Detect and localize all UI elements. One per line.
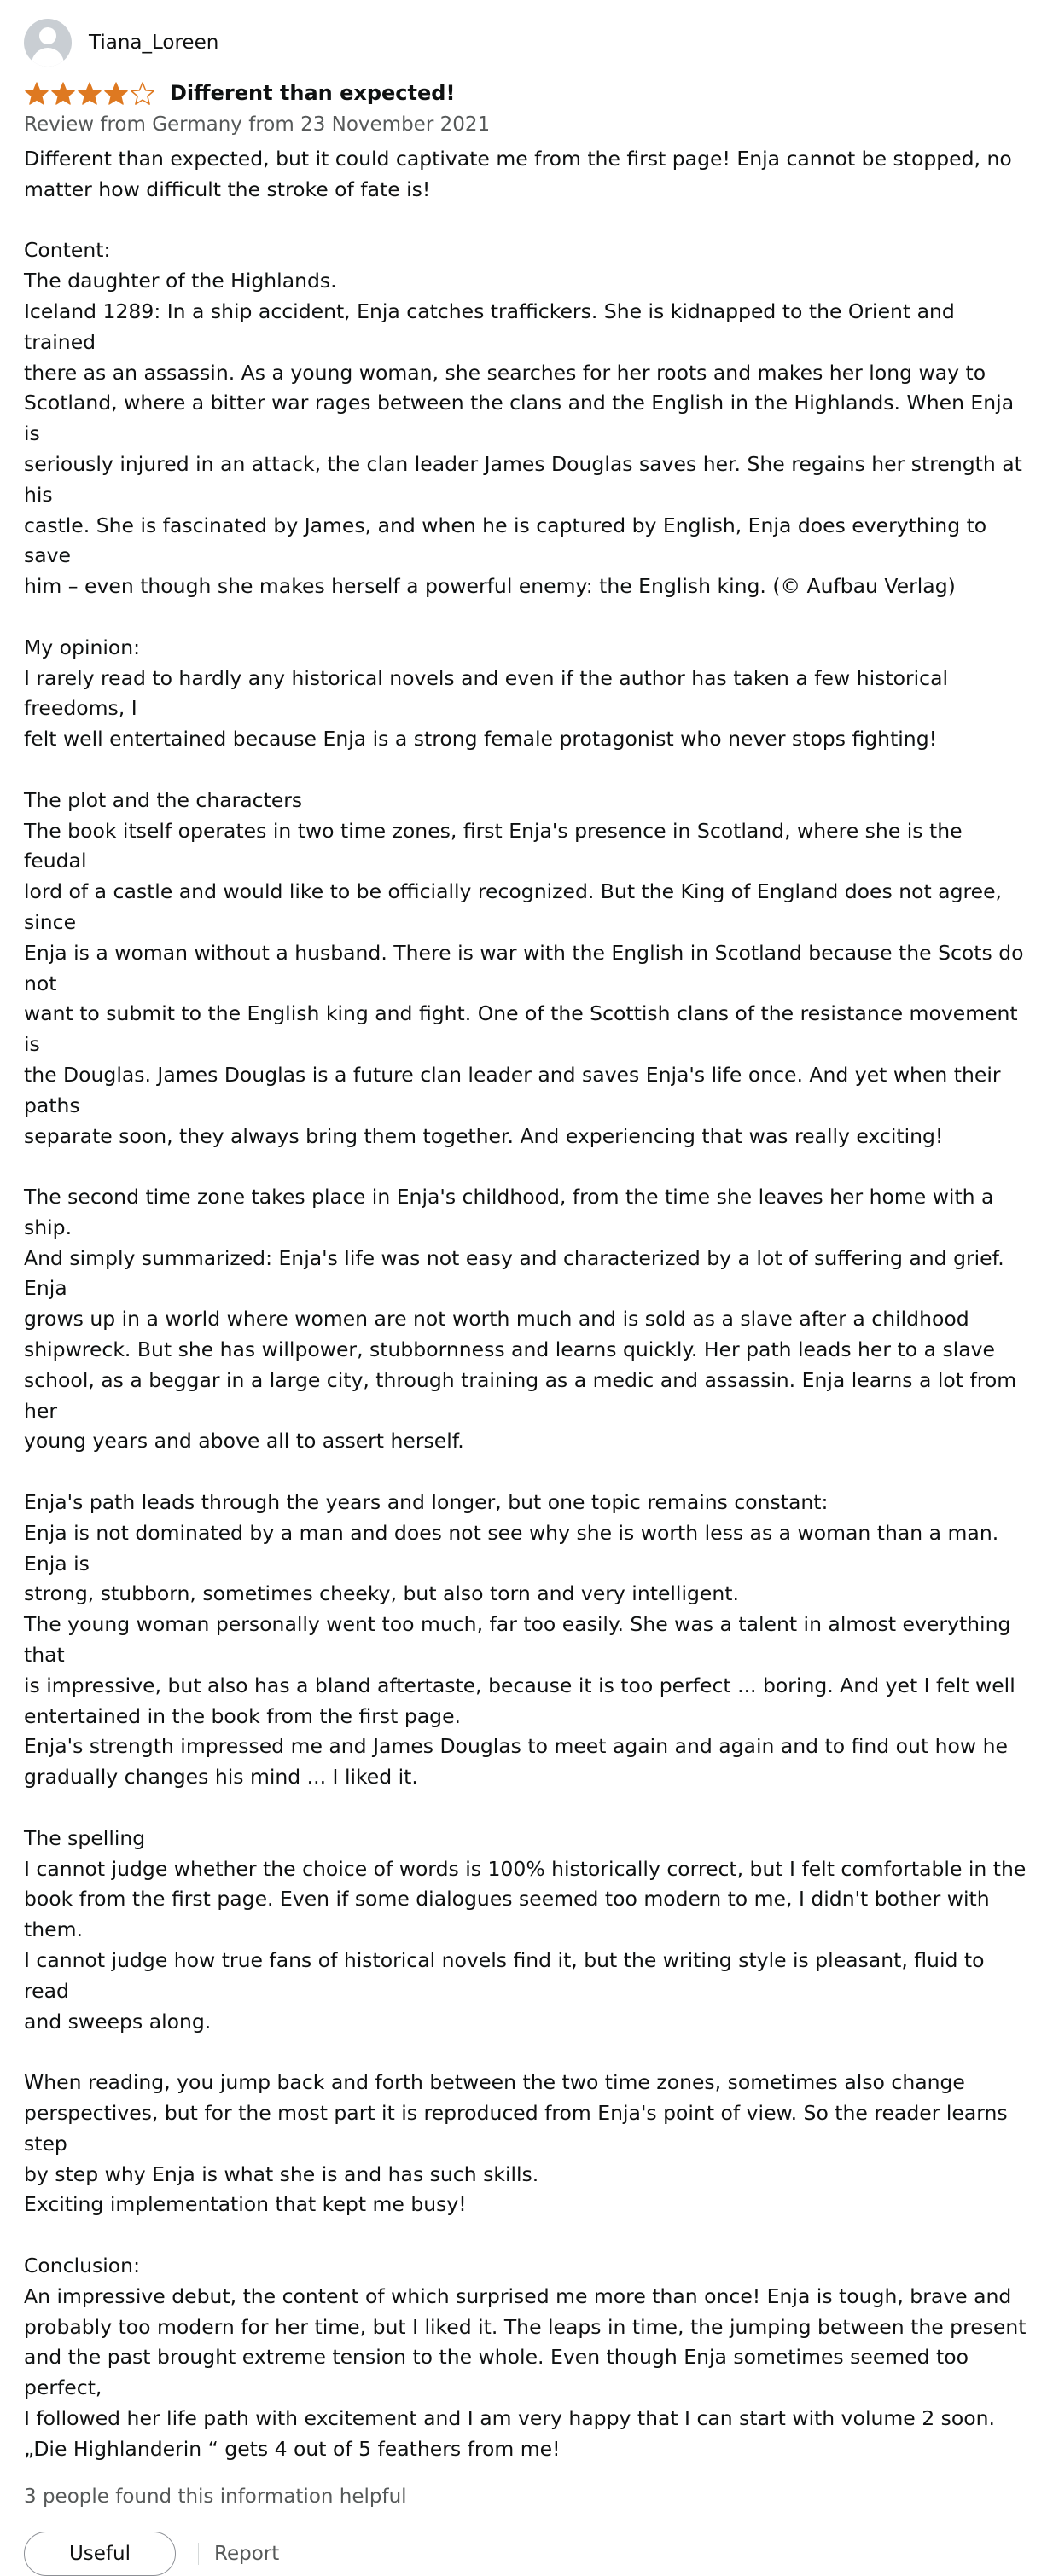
reviewer-name[interactable]: Tiana_Loreen <box>89 32 219 54</box>
review-actions <box>24 2532 1029 2576</box>
star-filled-icon <box>50 81 76 106</box>
review-date: Review from Germany from 23 November 2021 <box>24 113 491 136</box>
star-filled-icon <box>24 81 49 106</box>
user-avatar-icon <box>24 19 72 67</box>
divider <box>198 2543 199 2565</box>
review-body: Different than expected, but it could captivate me from the first page! Enja cannot be stopped, no matter how difficult the stroke of fate is! Content: The daughter of the Highlands. Iceland 1289: In a ship accident, Enja catches traffickers. She is kidnapped to the Orient and trained there as an assassin. As a young woman, she searches for her roots and makes her long way to Scotland, where a bitter war rages between the clans and the English in the Highlands. When Enja is seriously injured in an attack, the clan leader James Douglas saves her. She regains her strength at his castle. She is fascinated by James, and when he is captured by English, Enja does everything to save him – even though she makes herself a powerful enemy: the English king. (© Aufbau Verlag) My opinion: I rarely read to hardly any historical novels and even if the author has taken a few historical freedoms, I felt well entertained because Enja is a strong female protagonist who never stops fighting! The plot and the characters The book itself operates in two time zones, first Enja's presence in Scotland, where she is the feudal lord of a castle and would like to be officially recognized. But the King of England does not agree, since Enja is a woman without a husband. There is war with the English in Scotland because the Scots do not want to submit to the English king and fight. One of the Scottish clans of the resistance movement is the Douglas. James Douglas is a future clan leader and saves Enja's life once. And yet when their paths separate soon, they always bring them together. And experiencing that was really exciting! The second time zone takes place in Enja's childhood, from the time she leaves her home with a ship. And simply summarized: Enja's life was not easy and characterized by a lot of suffering and grief. Enja grows up in a world where women are not worth much and is sold as a slave after a childhood shipwreck. But she has willpower, stubbornness and learns quickly. Her path leads her to a slave school, as a beggar in a large city, through training as a medic and assassin. Enja learns a lot from her young years and above all to assert herself. Enja's path leads through the years and longer, but one topic remains constant: Enja is not dominated by a man and does not see why she is worth less as a woman than a man. Enja is strong, stubborn, sometimes cheeky, but also torn and very intelligent. The young woman personally went too much, far too easily. She was a talent in almost everything that is impressive, but also has a bland aftertaste, because it is too perfect ... boring. And yet I felt well entertained in the book from the first page. Enja's strength impressed me and James Douglas to meet again and again and to find out how he gradually changes his mind ... I liked it. The spelling I cannot judge whether the choice of words is 100% historically correct, but I felt comfortable in the book from the first page. Even if some dialogues seemed too modern to me, I didn't bother with them. I cannot judge how true fans of historical novels find it, but the writing style is pleasant, fluid to read and sweeps along. When reading, you jump back and forth between the two time zones, sometimes also change perspectives, but for the most part it is reproduced from Enja's point of view. So the reader learns step by step why Enja is what she is and has such skills. Exciting implementation that kept me busy! Conclusion: An impressive debut, the content of which surprised me more than once! Enja is tough, brave and probably too modern for her time, but I liked it. The leaps in time, the jumping between the present and the past brought extreme tension to the whole. Even though Enja sometimes seemed too perfect, I followed her life path with excitement and I am very happy that I can start with volume 2 soon. „Die Highlanderin “ gets 4 out of 5 feathers from me! <box>24 147 1027 2461</box>
review-title[interactable]: Different than expected! <box>170 81 456 105</box>
review-title-row <box>24 78 1029 107</box>
star-empty-icon <box>130 81 155 106</box>
helpful-count: 3 people found this information helpful <box>24 2485 407 2508</box>
reviewer-profile[interactable] <box>24 17 1029 68</box>
star-filled-icon <box>77 81 102 106</box>
star-rating[interactable] <box>24 81 156 106</box>
useful-button[interactable]: Useful <box>24 2532 176 2576</box>
report-link[interactable]: Report <box>214 2542 280 2565</box>
star-filled-icon <box>103 81 129 106</box>
